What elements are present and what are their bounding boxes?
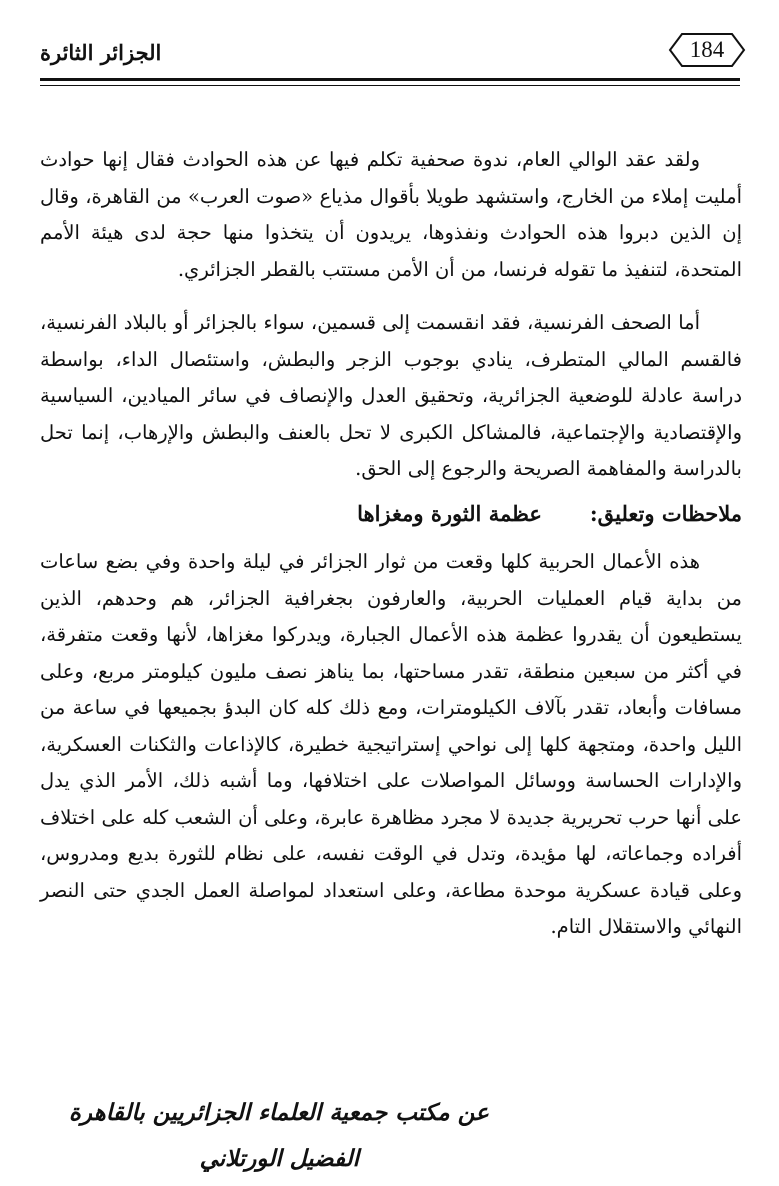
signature-line-name: الفضيل الورتلاني [199, 1145, 359, 1172]
section-heading-label: ملاحظات وتعليق: [589, 500, 742, 526]
running-title: الجزائر الثائرة [40, 40, 162, 65]
header-rule-thick [40, 78, 740, 81]
page-header [40, 30, 740, 80]
section-heading-title: عظمة الثورة ومغزاها [357, 500, 542, 526]
section-heading [40, 496, 742, 533]
body-text [40, 142, 742, 946]
page-number: 184 [689, 37, 725, 62]
header-rule-thin [40, 85, 740, 86]
signature-line-office: عن مكتب جمعية العلماء الجزائريين بالقاهرة [68, 1099, 489, 1126]
paragraph: أما الصحف الفرنسية، فقد انقسمت إلى قسمين، سواء بالجزائر أو بالبلاد الفرنسية، فالقسم المالي المتطرف، ينادي بوجوب الزجر والبطش، واستئصال الداء، بواسطة دراسة عادلة للوضعية الجزائرية، وتحقيق العدل والإنصاف في سائر الميادين، السياسية والإقتصادية والإجتماعية، فالمشاكل الكبرى لا تحل بالعنف والبطش والإرهاب، إنما تحل بالدراسة والمفاهمة الصريحة والرجوع إلى الحق. [40, 311, 742, 480]
signature-block [69, 1090, 489, 1182]
paragraph: هذه الأعمال الحربية كلها وقعت من ثوار الجزائر في ليلة واحدة وفي بضع ساعات من بداية قيام العمليات الحربية، والعارفون بجغرافية الجزائر، هم وحدهم، الذين يستطيعون أن يقدروا عظمة هذه الأعمال الجبارة، ويدركوا مغزاها، لأنها وقعت متفرقة، في أكثر من سبعين منطقة، تقدر مساحتها، بما يناهز نصف مليون كيلومتر مربع، وعلى مسافات وأبعاد، تقدر بآلاف الكيلومترات، ومع ذلك كله كان البدؤ بجميعها في ساعة من الليل واحدة، ومتجهة كلها إلى نواحي إستراتيجية خطيرة، كالإذاعات والثكنات العسكرية، والإدارات الحساسة ووسائل المواصلات على اختلافها، وما أشبه ذلك، الأمر الذي يدل على أنها حرب تحريرية جديدة لا مجرد مظاهرة عابرة، وعلى أن الشعب كله على اختلاف أفراده وجماعاته، لها مؤيدة، وتدل في الوقت نفسه، على نظام للثورة بديع ومدروس، وعلى قيادة عسكرية موحدة مطاعة، وعلى استعداد لمواصلة العمل الجدي حتى النصر النهائي والاستقلال التام. [40, 550, 742, 938]
page-number-badge [668, 32, 746, 68]
paragraph: ولقد عقد الوالي العام، ندوة صحفية تكلم فيها عن هذه الحوادث فقال إنها حوادث أمليت إملاء من الخارج، واستشهد طويلا بأقوال مذياع «صوت العرب» من القاهرة، وقال إن الذين دبروا هذه الحوادث ونفذوها، يريدون أن يتخذوا منها حجة لدى هيئة الأمم المتحدة، لتنفيذ ما تقوله فرنسا، من أن الأمن مستتب بالقطر الجزائري. [40, 148, 742, 281]
